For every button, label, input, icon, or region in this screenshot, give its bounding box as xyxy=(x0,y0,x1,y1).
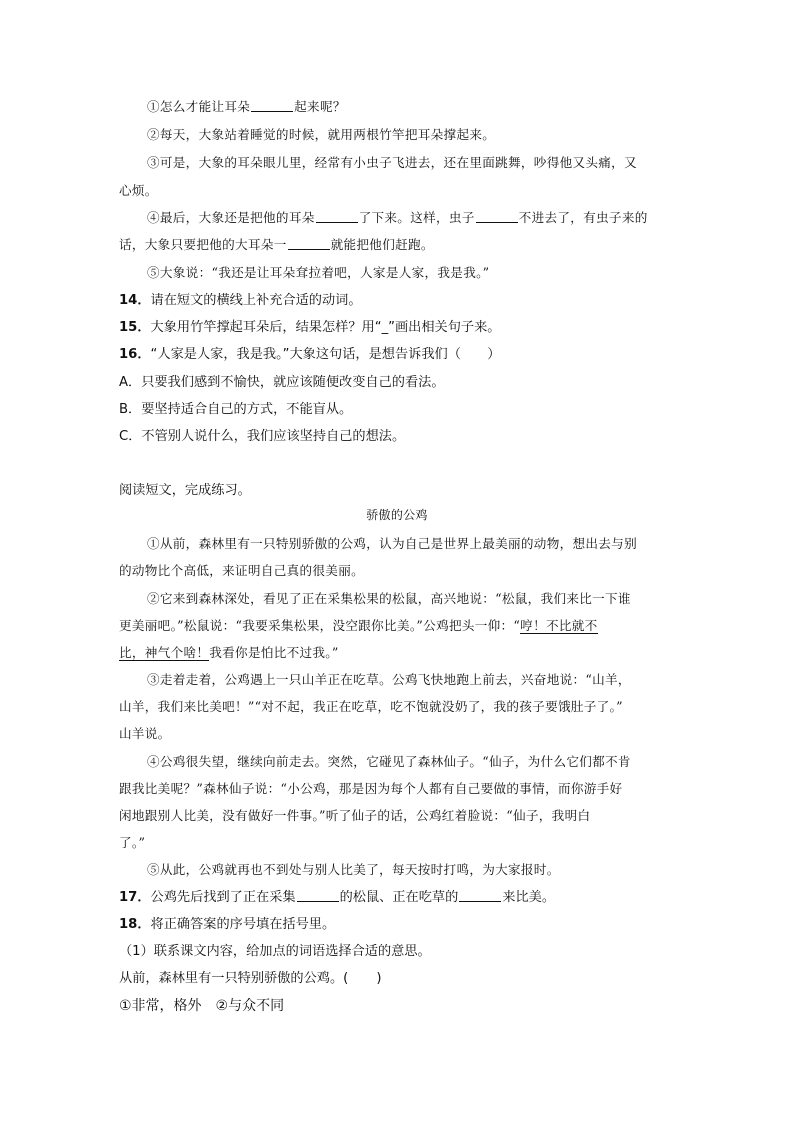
question-17: 17．公鸡先后找到了正在采集 的松鼠、正在吃草的 来比美。 xyxy=(119,890,556,905)
question-14: 14．请在短文的横线上补充合适的动词。 xyxy=(119,293,362,308)
passage2-paragraph-2-cont: 更美丽吧。”松鼠说：“我要采集松果，没空跟你比美。”公鸡把头一仰：“哼！不比就不 xyxy=(119,618,598,633)
passage2-paragraph-3-cont: 山羊，我们来比美吧！”“对不起，我正在吃草，吃不饱就没奶了，我的孩子要饿肚子了。” xyxy=(119,699,623,714)
passage1-paragraph-3: ③可是，大象的耳朵眼儿里，经常有小虫子飞进去，还在里面跳舞，吵得他又头痛，又 xyxy=(147,155,637,170)
passage1-paragraph-3-cont: 心烦。 xyxy=(119,183,158,198)
passage2-paragraph-4-cont: 跟我比美呢？”森林仙子说：“小公鸡，那是因为每个人都有自己要做的事情，而你游手好 xyxy=(119,781,623,796)
passage-title: 骄傲的公鸡 xyxy=(366,508,428,522)
answer-blank[interactable] xyxy=(316,210,358,223)
passage2-paragraph-2-cont2: 比，神气个啥！我看你是怕比不过我。” xyxy=(119,645,339,660)
question-15: 15．大象用竹竿撑起耳朵后，结果怎样？用“_”画出相关句子来。 xyxy=(119,320,501,335)
passage1-paragraph-4: ④最后，大象还是把他的耳朵 了下来。这样，虫子 不进去了，有虫子来的 xyxy=(147,210,648,225)
option-a[interactable]: A．只要我们感到不愉快，就应该随便改变自己的看法。 xyxy=(119,375,445,390)
answer-blank[interactable] xyxy=(288,237,330,250)
option-c[interactable]: C．不管别人说什么，我们应该坚持自己的想法。 xyxy=(119,429,406,444)
underlined-sentence: 比，神气个啥！ xyxy=(119,645,210,660)
passage2-paragraph-2: ②它来到森林深处，看见了正在采集松果的松鼠，高兴地说：“松鼠，我们来比一下谁 xyxy=(147,591,631,606)
question-18-options[interactable]: ①非常，格外 ②与众不同 xyxy=(119,998,285,1014)
passage1-paragraph-4-cont: 话，大象只要把他的大耳朵一 就能把他们赶跑。 xyxy=(119,237,434,252)
answer-blank[interactable] xyxy=(476,210,518,223)
passage2-paragraph-1-cont: 的动物比个高低，来证明自己真的很美丽。 xyxy=(119,563,364,578)
passage2-paragraph-3: ③走着走着，公鸡遇上一只山羊正在吃草。公鸡飞快地跑上前去，兴奋地说：“山羊， xyxy=(147,672,631,687)
answer-blank[interactable] xyxy=(297,889,339,902)
passage1-paragraph-1: ①怎么才能让耳朵 起来呢？ xyxy=(147,99,346,114)
passage2-paragraph-4-cont3: 了。” xyxy=(119,835,146,850)
underlined-sentence: 哼！不比就不 xyxy=(520,618,598,633)
passage2-paragraph-4-cont2: 闲地跟别人比美，没有做好一件事。”听了仙子的话，公鸡红着脸说：“仙子，我明白 xyxy=(119,808,591,823)
question-18-part-1: （1）联系课文内容，给加点的词语选择合适的意思。 xyxy=(119,944,431,959)
passage1-paragraph-5: ⑤大象说：“我还是让耳朵耷拉着吧，人家是人家，我是我。” xyxy=(147,265,490,280)
option-b[interactable]: B．要坚持适合自己的方式，不能盲从。 xyxy=(119,402,353,417)
reading-instruction: 阅读短文，完成练习。 xyxy=(119,483,251,498)
answer-blank[interactable] xyxy=(251,99,293,112)
question-16: 16．“人家是人家，我是我。”大象这句话，是想告诉我们（ ） xyxy=(119,347,501,362)
answer-blank[interactable] xyxy=(459,889,501,902)
passage2-paragraph-3-cont2: 山羊说。 xyxy=(119,726,171,741)
passage1-paragraph-2: ②每天，大象站着睡觉的时候，就用两根竹竿把耳朵撑起来。 xyxy=(147,127,496,142)
question-18-sentence: 从前，森林里有一只特别骄傲的公鸡。( ) xyxy=(119,971,382,986)
passage2-paragraph-4: ④公鸡很失望，继续向前走去。突然，它碰见了森林仙子。“仙子，为什么它们都不肯 xyxy=(147,754,631,769)
question-18: 18．将正确答案的序号填在括号里。 xyxy=(119,917,336,932)
passage2-paragraph-1: ①从前，森林里有一只特别骄傲的公鸡，认为自己是世界上最美丽的动物，想出去与别 xyxy=(147,536,637,551)
passage2-paragraph-5: ⑤从此，公鸡就再也不到处与别人比美了，每天按时打鸣，为大家报时。 xyxy=(147,862,560,877)
